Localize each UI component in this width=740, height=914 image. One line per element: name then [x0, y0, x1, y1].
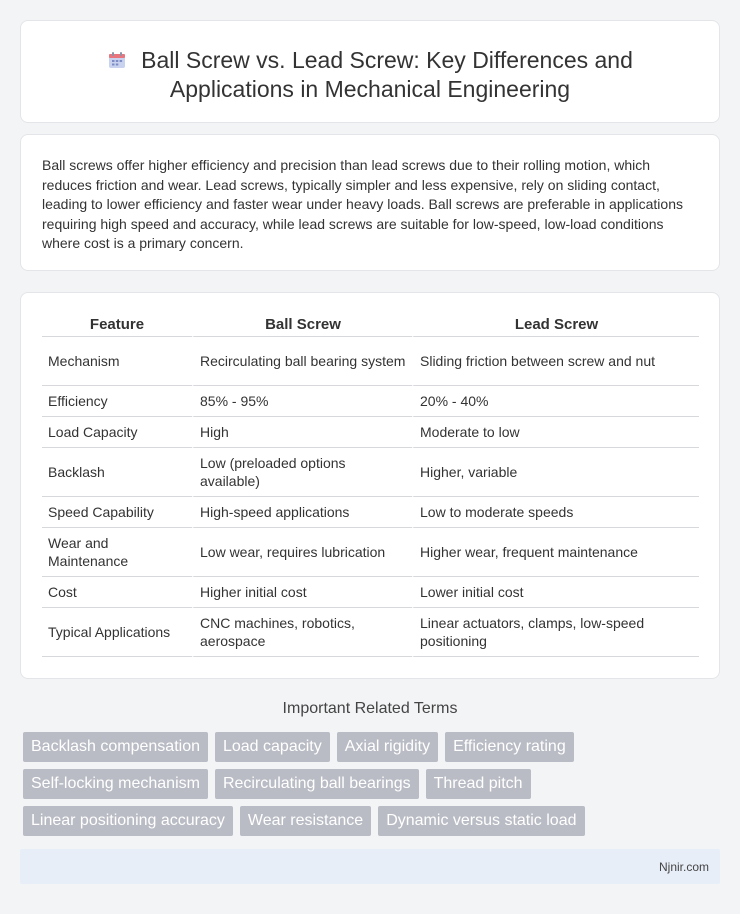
- cell-lead: Lower initial cost: [412, 577, 699, 608]
- tag-linear-positioning-accuracy[interactable]: Linear positioning accuracy: [23, 806, 233, 836]
- title-line-1: Ball Screw vs. Lead Screw: Key Differences and: [141, 47, 633, 73]
- calendar-icon: [107, 50, 127, 70]
- cell-feature: Cost: [42, 577, 192, 608]
- related-terms-title: Important Related Terms: [282, 700, 458, 717]
- cell-lead: Higher wear, frequent maintenance: [412, 528, 699, 577]
- summary-card: [20, 134, 720, 271]
- cell-feature: Wear and Maintenance: [42, 528, 192, 577]
- cell-ball: CNC machines, robotics, aerospace: [192, 608, 412, 657]
- cell-lead: Sliding friction between screw and nut: [412, 337, 699, 386]
- cell-lead: 20% - 40%: [412, 386, 699, 417]
- comparison-table: [42, 315, 699, 657]
- cell-lead: Higher, variable: [412, 448, 699, 497]
- cell-feature: Typical Applications: [42, 608, 192, 657]
- cell-ball: High-speed applications: [192, 497, 412, 528]
- cell-feature: Efficiency: [42, 386, 192, 417]
- cell-lead: Linear actuators, clamps, low-speed positioning: [412, 608, 699, 657]
- cell-feature: Speed Capability: [42, 497, 192, 528]
- cell-feature: Load Capacity: [42, 417, 192, 448]
- tag-thread-pitch[interactable]: Thread pitch: [426, 769, 531, 799]
- cell-feature: Backlash: [42, 448, 192, 497]
- header-lead-screw: Lead Screw: [412, 315, 699, 337]
- tag-self-locking-mechanism[interactable]: Self-locking mechanism: [23, 769, 208, 799]
- footer-brand: Njnir.com: [658, 860, 709, 874]
- table-row: [42, 608, 699, 657]
- cell-ball: 85% - 95%: [192, 386, 412, 417]
- cell-ball: Low wear, requires lubrication: [192, 528, 412, 577]
- cell-ball: Recirculating ball bearing system: [192, 337, 412, 386]
- cell-ball: High: [192, 417, 412, 448]
- table-row: [42, 417, 699, 448]
- comparison-table-card: [20, 292, 720, 679]
- footer: [20, 849, 720, 884]
- tag-wear-resistance[interactable]: Wear resistance: [240, 806, 371, 836]
- header-feature: Feature: [42, 315, 192, 337]
- tag-recirculating-ball-bearings[interactable]: Recirculating ball bearings: [215, 769, 419, 799]
- cell-feature: Mechanism: [42, 337, 192, 386]
- table-row: [42, 577, 699, 608]
- table-header-row: [42, 315, 699, 337]
- tag-load-capacity[interactable]: Load capacity: [215, 732, 330, 762]
- title-line-2: Applications in Mechanical Engineering: [169, 76, 571, 102]
- title-card: [20, 20, 720, 123]
- cell-ball: Higher initial cost: [192, 577, 412, 608]
- tag-efficiency-rating[interactable]: Efficiency rating: [445, 732, 574, 762]
- summary-text: Ball screws offer higher efficiency and precision than lead screws due to their rolling motion, which reduces friction and wear. Lead screws, typically simpler and less expensive, rely on sliding contact, leading to lower efficiency and faster wear under heavy loads. Ball screws are preferable in applications requiring high speed and accuracy, while lead screws are suitable for low-speed, low-load conditions where cost is a primary concern.: [42, 157, 683, 252]
- cell-ball: Low (preloaded options available): [192, 448, 412, 497]
- tag-backlash-compensation[interactable]: Backlash compensation: [23, 732, 208, 762]
- page-title: [21, 46, 719, 104]
- table-row: [42, 386, 699, 417]
- tag-dynamic-versus-static-load[interactable]: Dynamic versus static load: [378, 806, 584, 836]
- related-terms-list: [23, 732, 683, 836]
- cell-lead: Moderate to low: [412, 417, 699, 448]
- table-row: [42, 497, 699, 528]
- tag-axial-rigidity[interactable]: Axial rigidity: [337, 732, 438, 762]
- table-row: [42, 448, 699, 497]
- cell-lead: Low to moderate speeds: [412, 497, 699, 528]
- header-ball-screw: Ball Screw: [192, 315, 412, 337]
- table-row: [42, 528, 699, 577]
- table-row: [42, 337, 699, 386]
